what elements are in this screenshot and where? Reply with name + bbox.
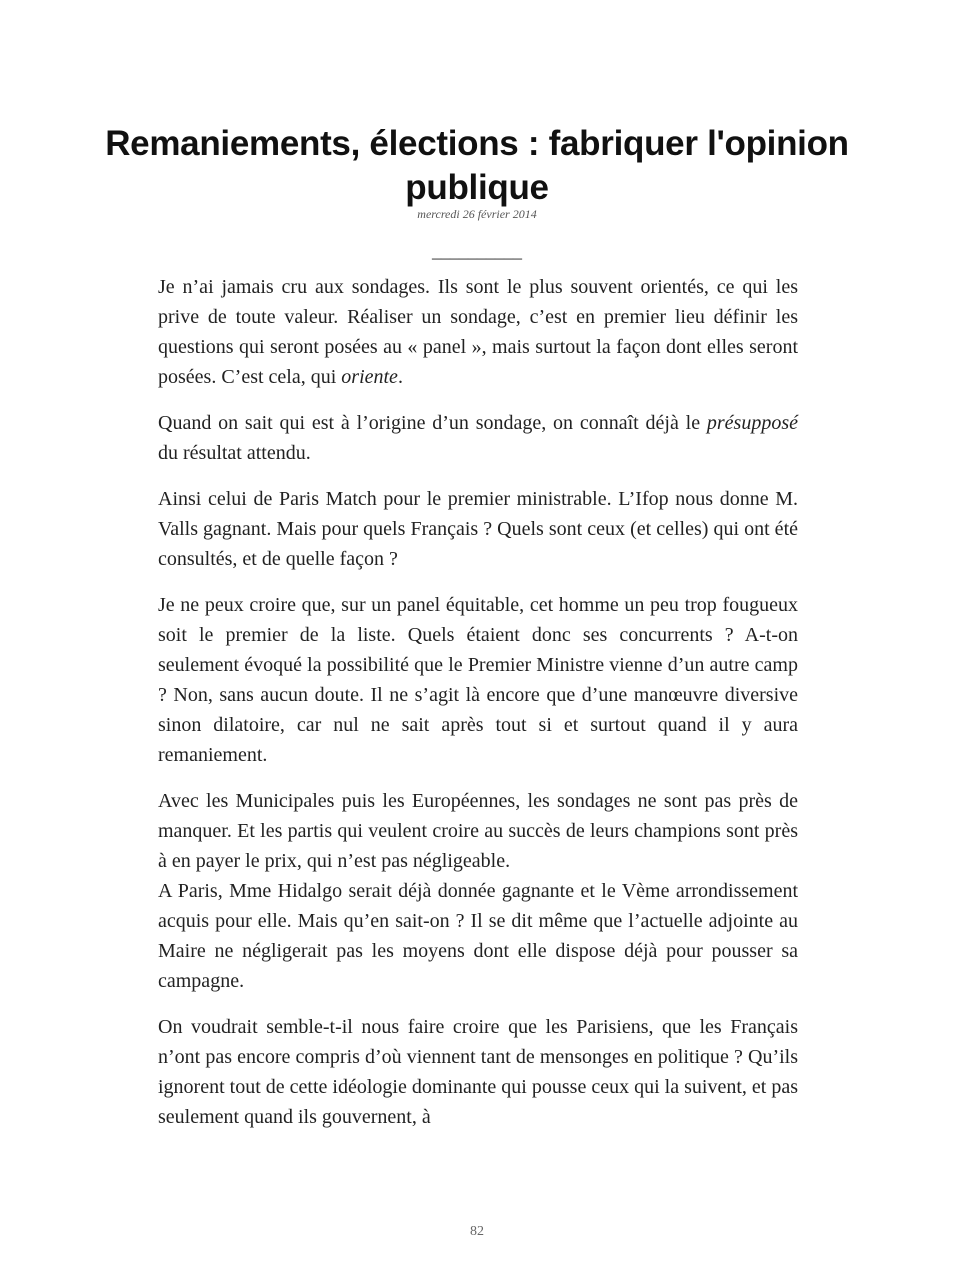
publication-date: mercredi 26 février 2014 bbox=[417, 207, 537, 221]
paragraph: Je ne peux croire que, sur un panel équitable, cet homme un peu trop fougueux soit le premier de la liste. Quels étaient donc ses concurrents ? A-t-on seulement évoqué la possibilité que le Premier Ministre vienne d’un autre camp ? Non, sans aucun doute. Il ne s’agit là encore que d’une manœuvre diversive sinon dilatoire, car nul ne sait après tout si et surtout quand il y aura remaniement. bbox=[158, 594, 798, 766]
title-separator: __________ bbox=[432, 241, 522, 261]
paragraph: A Paris, Mme Hidalgo serait déjà donnée gagnante et le Vème arrondissement acquis pour elle. Mais qu’en sait-on ? Il se dit même que l’actuelle adjointe au Maire ne négligerait pas les moyens dont elle dispose déjà pour pousser sa campagne. bbox=[158, 880, 798, 992]
paragraph: On voudrait semble-t-il nous faire croire que les Parisiens, que les Français n’ont pas encore compris d’où viennent tant de mensonges en politique ? Qu’ils ignorent tout de cette idéologie dominante qui pousse ceux qui la suivent, et pas seulement quand ils gouvernent, à bbox=[158, 1016, 798, 1128]
paragraph: Quand on sait qui est à l’origine d’un sondage, on connaît déjà le présupposé du résultat attendu. bbox=[158, 412, 798, 464]
page-title: Remaniements, élections : fabriquer l'opinion publique bbox=[105, 124, 849, 207]
emphasis-word: présupposé bbox=[706, 412, 798, 434]
page-number: 82 bbox=[470, 1224, 484, 1239]
paragraph: Avec les Municipales puis les Européennes, les sondages ne sont pas près de manquer. Et les partis qui veulent croire au succès de leurs champions sont près à en payer le prix, qui n’est pas négligeable. bbox=[158, 790, 798, 872]
article-body bbox=[158, 272, 798, 1148]
emphasis-word: oriente bbox=[341, 366, 398, 388]
paragraph: Ainsi celui de Paris Match pour le premier ministrable. L’Ifop nous donne M. Valls gagnant. Mais pour quels Français ? Quels sont ceux (et celles) qui ont été consultés, et de quelle façon ? bbox=[158, 488, 798, 570]
paragraph: Je n’ai jamais cru aux sondages. Ils sont le plus souvent orientés, ce qui les prive de toute valeur. Réaliser un sondage, c’est en premier lieu définir les questions qui seront posées au « panel », mais surtout la façon dont elles seront posées. C’est cela, qui oriente. bbox=[158, 276, 798, 388]
